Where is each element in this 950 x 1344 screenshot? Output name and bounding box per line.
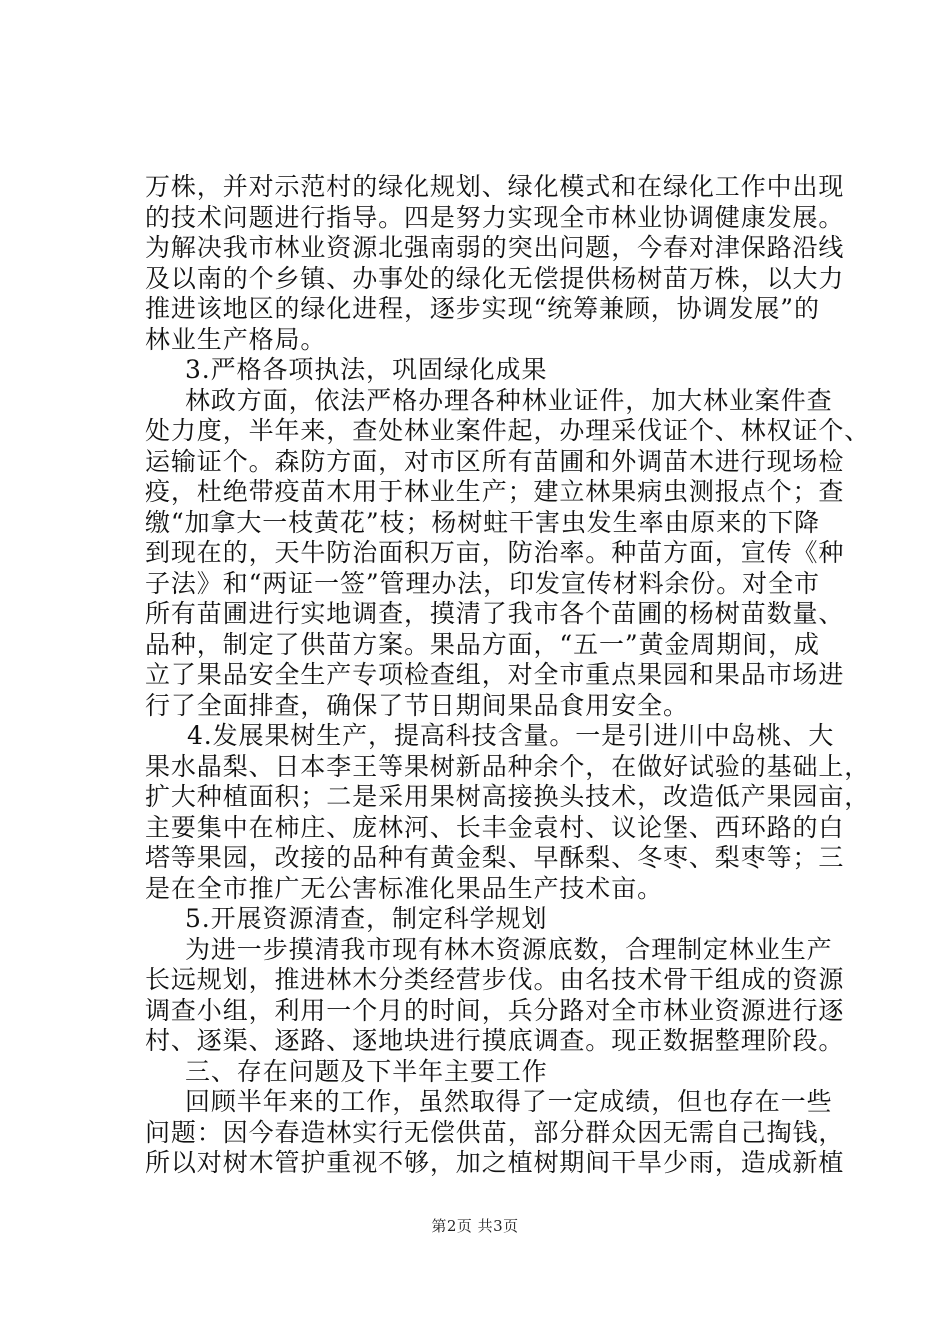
text-line: 行了全面排查，确保了节日期间果品食用安全。	[145, 690, 689, 720]
text-line: 推进该地区的绿化进程，逐步实现“统筹兼顾，协调发展”的	[145, 294, 820, 323]
page-number: 第2页 共3页	[431, 1217, 519, 1235]
text-line: 到现在的，天牛防治面积万亩，防治率。种苗方面，宣传《种	[145, 538, 845, 567]
text-line: 问题：因今春造林实行无偿供苗，部分群众因无需自己掏钱，	[145, 1117, 845, 1147]
text-line: 是在全市推广无公害标准化果品生产技术亩。	[145, 873, 664, 903]
text-line: 主要集中在柿庄、庞林河、长丰金袁村、议论堡、西环路的白	[145, 812, 845, 842]
section-heading: 4.发展果树生产，提高科技含量。一是引进川中岛桃、大	[187, 721, 835, 750]
text-line: 为进一步摸清我市现有林木资源底数，合理制定林业生产	[185, 934, 833, 964]
text-line: 缴“加拿大一枝黄花”枝；杨树蛀干害虫发生率由原来的下降	[145, 507, 820, 537]
text-line: 林业生产格局。	[145, 324, 327, 354]
text-line: 林政方面，依法严格办理各种林业证件，加大林业案件查	[185, 385, 833, 415]
text-line: 果水晶梨、日本李王等果树新品种余个，在做好试验的基础上，	[145, 751, 871, 781]
text-line: 长远规划，推进林木分类经营步伐。由名技术骨干组成的资源	[145, 965, 845, 994]
document-body	[145, 172, 871, 1179]
section-heading: 5.开展资源清查，制定科学规划	[185, 904, 548, 933]
text-line: 品种，制定了供苗方案。果品方面，“五一”黄金周期间，成	[145, 629, 820, 659]
text-line: 村、逐渠、逐路、逐地块进行摸底调查。现正数据整理阶段。	[145, 1026, 845, 1055]
text-line: 处力度，半年来，查处林业案件起，办理采伐证个、林权证个、	[145, 416, 871, 445]
section-heading: 三、存在问题及下半年主要工作	[185, 1056, 548, 1086]
text-line: 的技术问题进行指导。四是努力实现全市林业协调健康发展。	[145, 202, 845, 232]
text-line: 运输证个。森防方面，对市区所有苗圃和外调苗木进行现场检	[145, 446, 845, 476]
text-line: 扩大种植面积；二是采用果树高接换头技术，改造低产果园亩，	[145, 782, 871, 811]
text-line: 万株，并对示范村的绿化规划、绿化模式和在绿化工作中出现	[145, 172, 845, 201]
text-line: 回顾半年来的工作，虽然取得了一定成绩，但也存在一些	[185, 1087, 833, 1116]
text-line: 塔等果园，改接的品种有黄金梨、早酥梨、冬枣、梨枣等；三	[145, 843, 845, 872]
text-line: 所有苗圃进行实地调查，摸清了我市各个苗圃的杨树苗数量、	[145, 599, 845, 628]
text-line: 及以南的个乡镇、办事处的绿化无偿提供杨树苗万株，以大力	[145, 263, 845, 293]
section-heading: 3.严格各项执法，巩固绿化成果	[185, 355, 548, 384]
text-line: 疫，杜绝带疫苗木用于林业生产；建立林果病虫测报点个；查	[145, 477, 845, 506]
text-line: 所以对树木管护重视不够，加之植树期间干旱少雨，造成新植	[145, 1148, 845, 1177]
text-line: 调查小组，利用一个月的时间，兵分路对全市林业资源进行逐	[145, 995, 845, 1025]
text-line: 立了果品安全生产专项检查组，对全市重点果园和果品市场进	[145, 660, 845, 689]
text-line: 子法》和“两证一签”管理办法，印发宣传材料余份。对全市	[145, 568, 820, 598]
text-line: 为解决我市林业资源北强南弱的突出问题，今春对津保路沿线	[145, 233, 845, 262]
